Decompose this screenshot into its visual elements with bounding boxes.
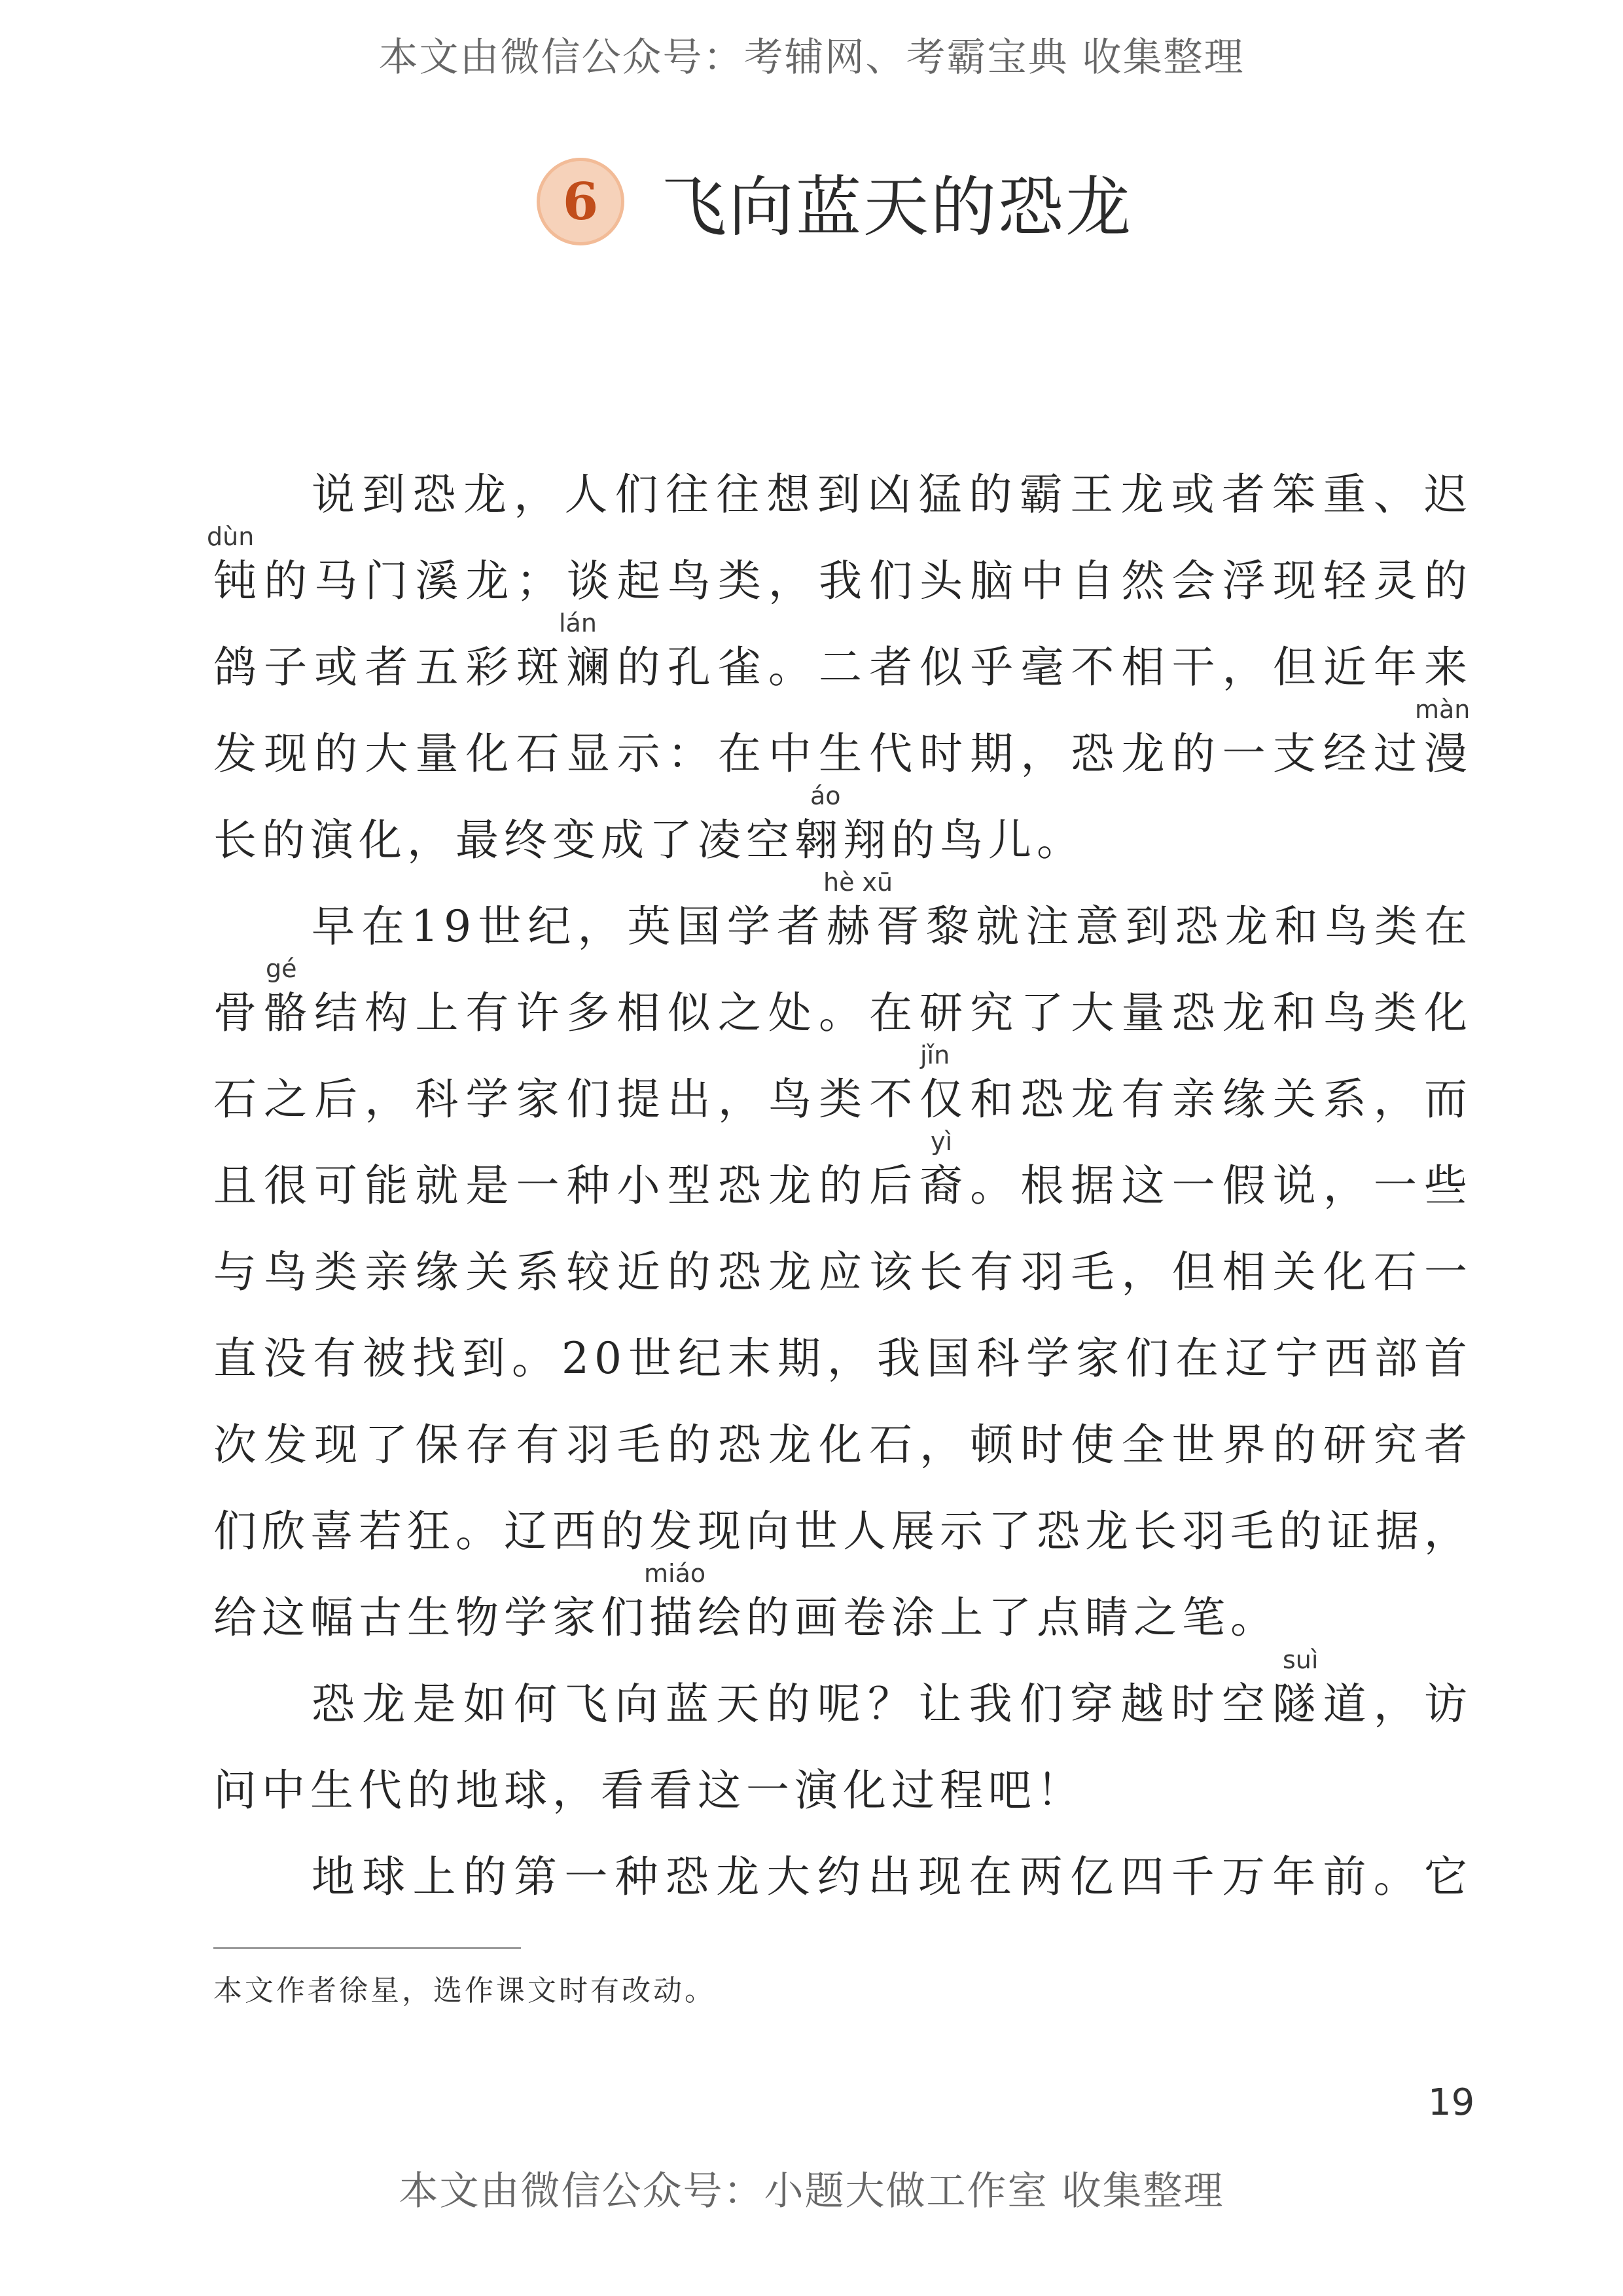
text-line: 长的演化，最终变成了凌空翱翔的鸟儿。 xyxy=(213,815,1085,865)
pinyin-annotation: miáo xyxy=(644,1559,706,1588)
text-line: 骨骼结构上有许多相似之处。在研究了大量恐龙和鸟类化 xyxy=(213,988,1472,1038)
pinyin-annotation: dùn xyxy=(207,522,255,551)
pinyin-annotation: hè xū xyxy=(823,868,893,897)
page-number: 19 xyxy=(1428,2081,1475,2124)
footnote-divider xyxy=(213,1947,521,1949)
text-line-wrap xyxy=(207,522,1472,624)
lesson-body xyxy=(207,452,1472,1920)
pinyin-annotation: màn xyxy=(1415,695,1471,724)
text-line: 发现的大量化石显示：在中生代时期，恐龙的一支经过漫 xyxy=(213,728,1472,779)
text-line-wrap xyxy=(213,868,1472,970)
text-line-wrap xyxy=(213,695,1472,797)
text-line: 说到恐龙，人们往往想到凶猛的霸王龙或者笨重、迟 xyxy=(312,469,1472,520)
text-line-wrap xyxy=(213,1041,1472,1143)
text-line: 地球上的第一种恐龙大约出现在两亿四千万年前。它 xyxy=(312,1852,1472,1902)
footnote: 本文作者徐星，选作课文时有改动。 xyxy=(213,1974,716,2007)
text-line: 与鸟类亲缘关系较近的恐龙应该长有羽毛，但相关化石一 xyxy=(213,1247,1472,1297)
text-line: 给这幅古生物学家们描绘的画卷涂上了点睛之笔。 xyxy=(213,1592,1279,1643)
pinyin-annotation: yì xyxy=(931,1127,953,1156)
text-line: 恐龙是如何飞向蓝天的呢？让我们穿越时空隧道，访 xyxy=(312,1679,1472,1729)
text-line: 鸽子或者五彩斑斓的孔雀。二者似乎毫不相干，但近年来 xyxy=(213,642,1472,692)
lesson-title: 飞向蓝天的恐龙 xyxy=(661,169,1133,245)
text-line: 问中生代的地球，看看这一演化过程吧！ xyxy=(213,1765,1085,1816)
text-line: 们欣喜若狂。辽西的发现向世人展示了恐龙长羽毛的证据， xyxy=(213,1506,1472,1556)
lesson-header xyxy=(537,156,1133,247)
pinyin-annotation: suì xyxy=(1283,1645,1319,1674)
text-line-wrap xyxy=(213,1645,1472,1748)
pinyin-annotation: áo xyxy=(810,781,841,810)
text-line: 石之后，科学家们提出，鸟类不仅和恐龙有亲缘关系，而 xyxy=(213,1074,1472,1124)
pinyin-annotation: gé xyxy=(266,954,297,983)
pinyin-annotation: lán xyxy=(559,609,597,637)
text-line-wrap xyxy=(213,954,1472,1056)
text-line: 早在19世纪，英国学者赫胥黎就注意到恐龙和鸟类在 xyxy=(312,901,1472,952)
text-line-wrap xyxy=(213,609,1472,711)
lesson-number-badge: 6 xyxy=(537,158,624,245)
text-line: 钝的马门溪龙；谈起鸟类，我们头脑中自然会浮现轻灵的 xyxy=(213,556,1472,606)
text-line: 次发现了保存有羽毛的恐龙化石，顿时使全世界的研究者 xyxy=(213,1420,1472,1470)
pinyin-annotation: jǐn xyxy=(920,1041,950,1069)
text-line: 直没有被找到。20世纪末期，我国科学家们在辽宁西部首 xyxy=(213,1333,1472,1384)
text-line: 且很可能就是一种小型恐龙的后裔。根据这一假说，一些 xyxy=(213,1160,1472,1211)
text-line-wrap xyxy=(213,1127,1472,1229)
watermark-top: 本文由微信公众号：考辅网、考霸宝典 收集整理 xyxy=(378,35,1245,81)
watermark-bottom: 本文由微信公众号：小题大做工作室 收集整理 xyxy=(399,2168,1224,2214)
